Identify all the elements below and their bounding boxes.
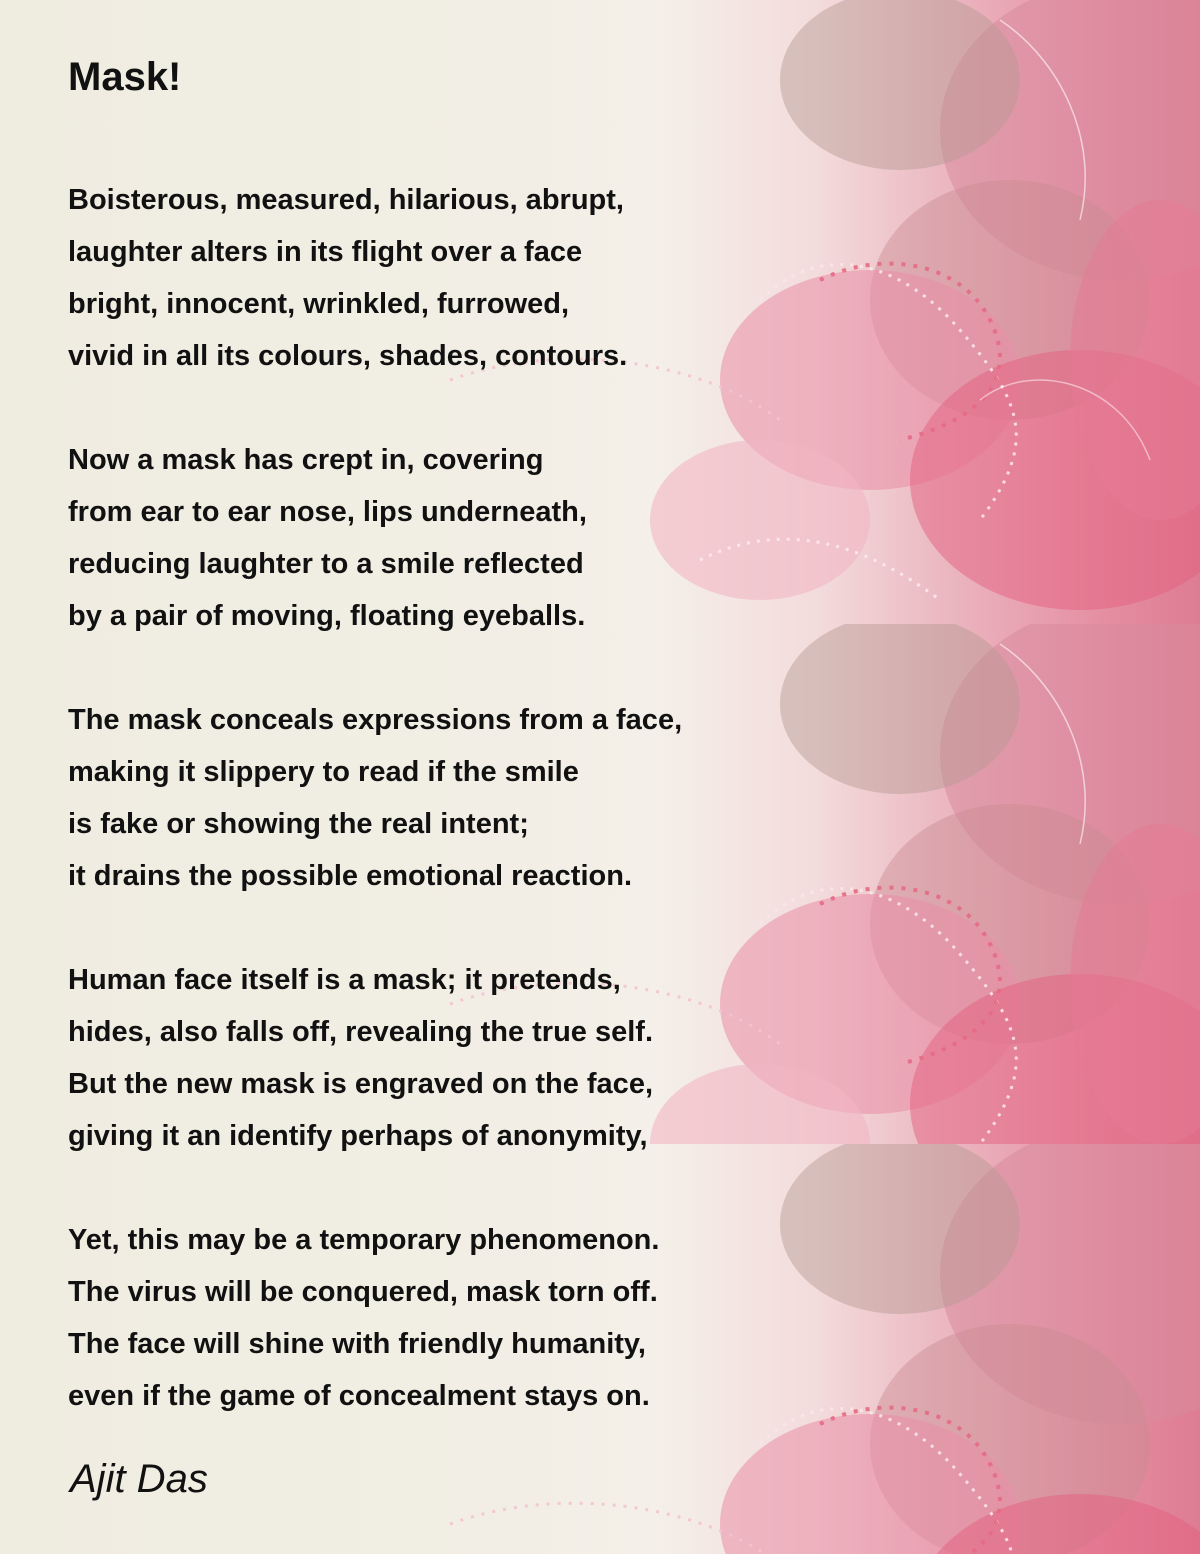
stanza bbox=[68, 954, 1148, 1162]
poem-content bbox=[68, 50, 1148, 1474]
poem-line: from ear to ear nose, lips underneath, bbox=[68, 496, 587, 528]
poem-body bbox=[68, 174, 1148, 1422]
poem-line: reducing laughter to a smile reflected bbox=[68, 548, 584, 580]
poem-line: Now a mask has crept in, covering bbox=[68, 444, 544, 476]
stanza bbox=[68, 694, 1148, 902]
poem-line: vivid in all its colours, shades, contours. bbox=[68, 340, 628, 372]
poem-line: hides, also falls off, revealing the true self. bbox=[68, 1016, 653, 1048]
poem-line: The face will shine with friendly humanity, bbox=[68, 1328, 646, 1360]
poem-line: The virus will be conquered, mask torn off. bbox=[68, 1276, 658, 1308]
poem-line: giving it an identify perhaps of anonymity, bbox=[68, 1120, 648, 1152]
stanza bbox=[68, 174, 1148, 382]
poem-line: even if the game of concealment stays on. bbox=[68, 1380, 650, 1412]
poem-line: But the new mask is engraved on the face, bbox=[68, 1068, 653, 1100]
poem-line: is fake or showing the real intent; bbox=[68, 808, 529, 840]
poem-line: The mask conceals expressions from a face, bbox=[68, 704, 683, 736]
poem-line: by a pair of moving, floating eyeballs. bbox=[68, 600, 586, 632]
poem-line: laughter alters in its flight over a face bbox=[68, 236, 583, 268]
poem-line: Boisterous, measured, hilarious, abrupt, bbox=[68, 184, 624, 216]
poem-title: Mask! bbox=[68, 55, 182, 99]
poem-line: Human face itself is a mask; it pretends, bbox=[68, 964, 621, 996]
poem-line: it drains the possible emotional reaction. bbox=[68, 860, 632, 892]
stanza bbox=[68, 434, 1148, 642]
poem-line: Yet, this may be a temporary phenomenon. bbox=[68, 1224, 660, 1256]
stanza bbox=[68, 1214, 1148, 1422]
poem-line: making it slippery to read if the smile bbox=[68, 756, 579, 788]
poem-author: Ajit Das bbox=[70, 1457, 208, 1501]
poem-line: bright, innocent, wrinkled, furrowed, bbox=[68, 288, 570, 320]
